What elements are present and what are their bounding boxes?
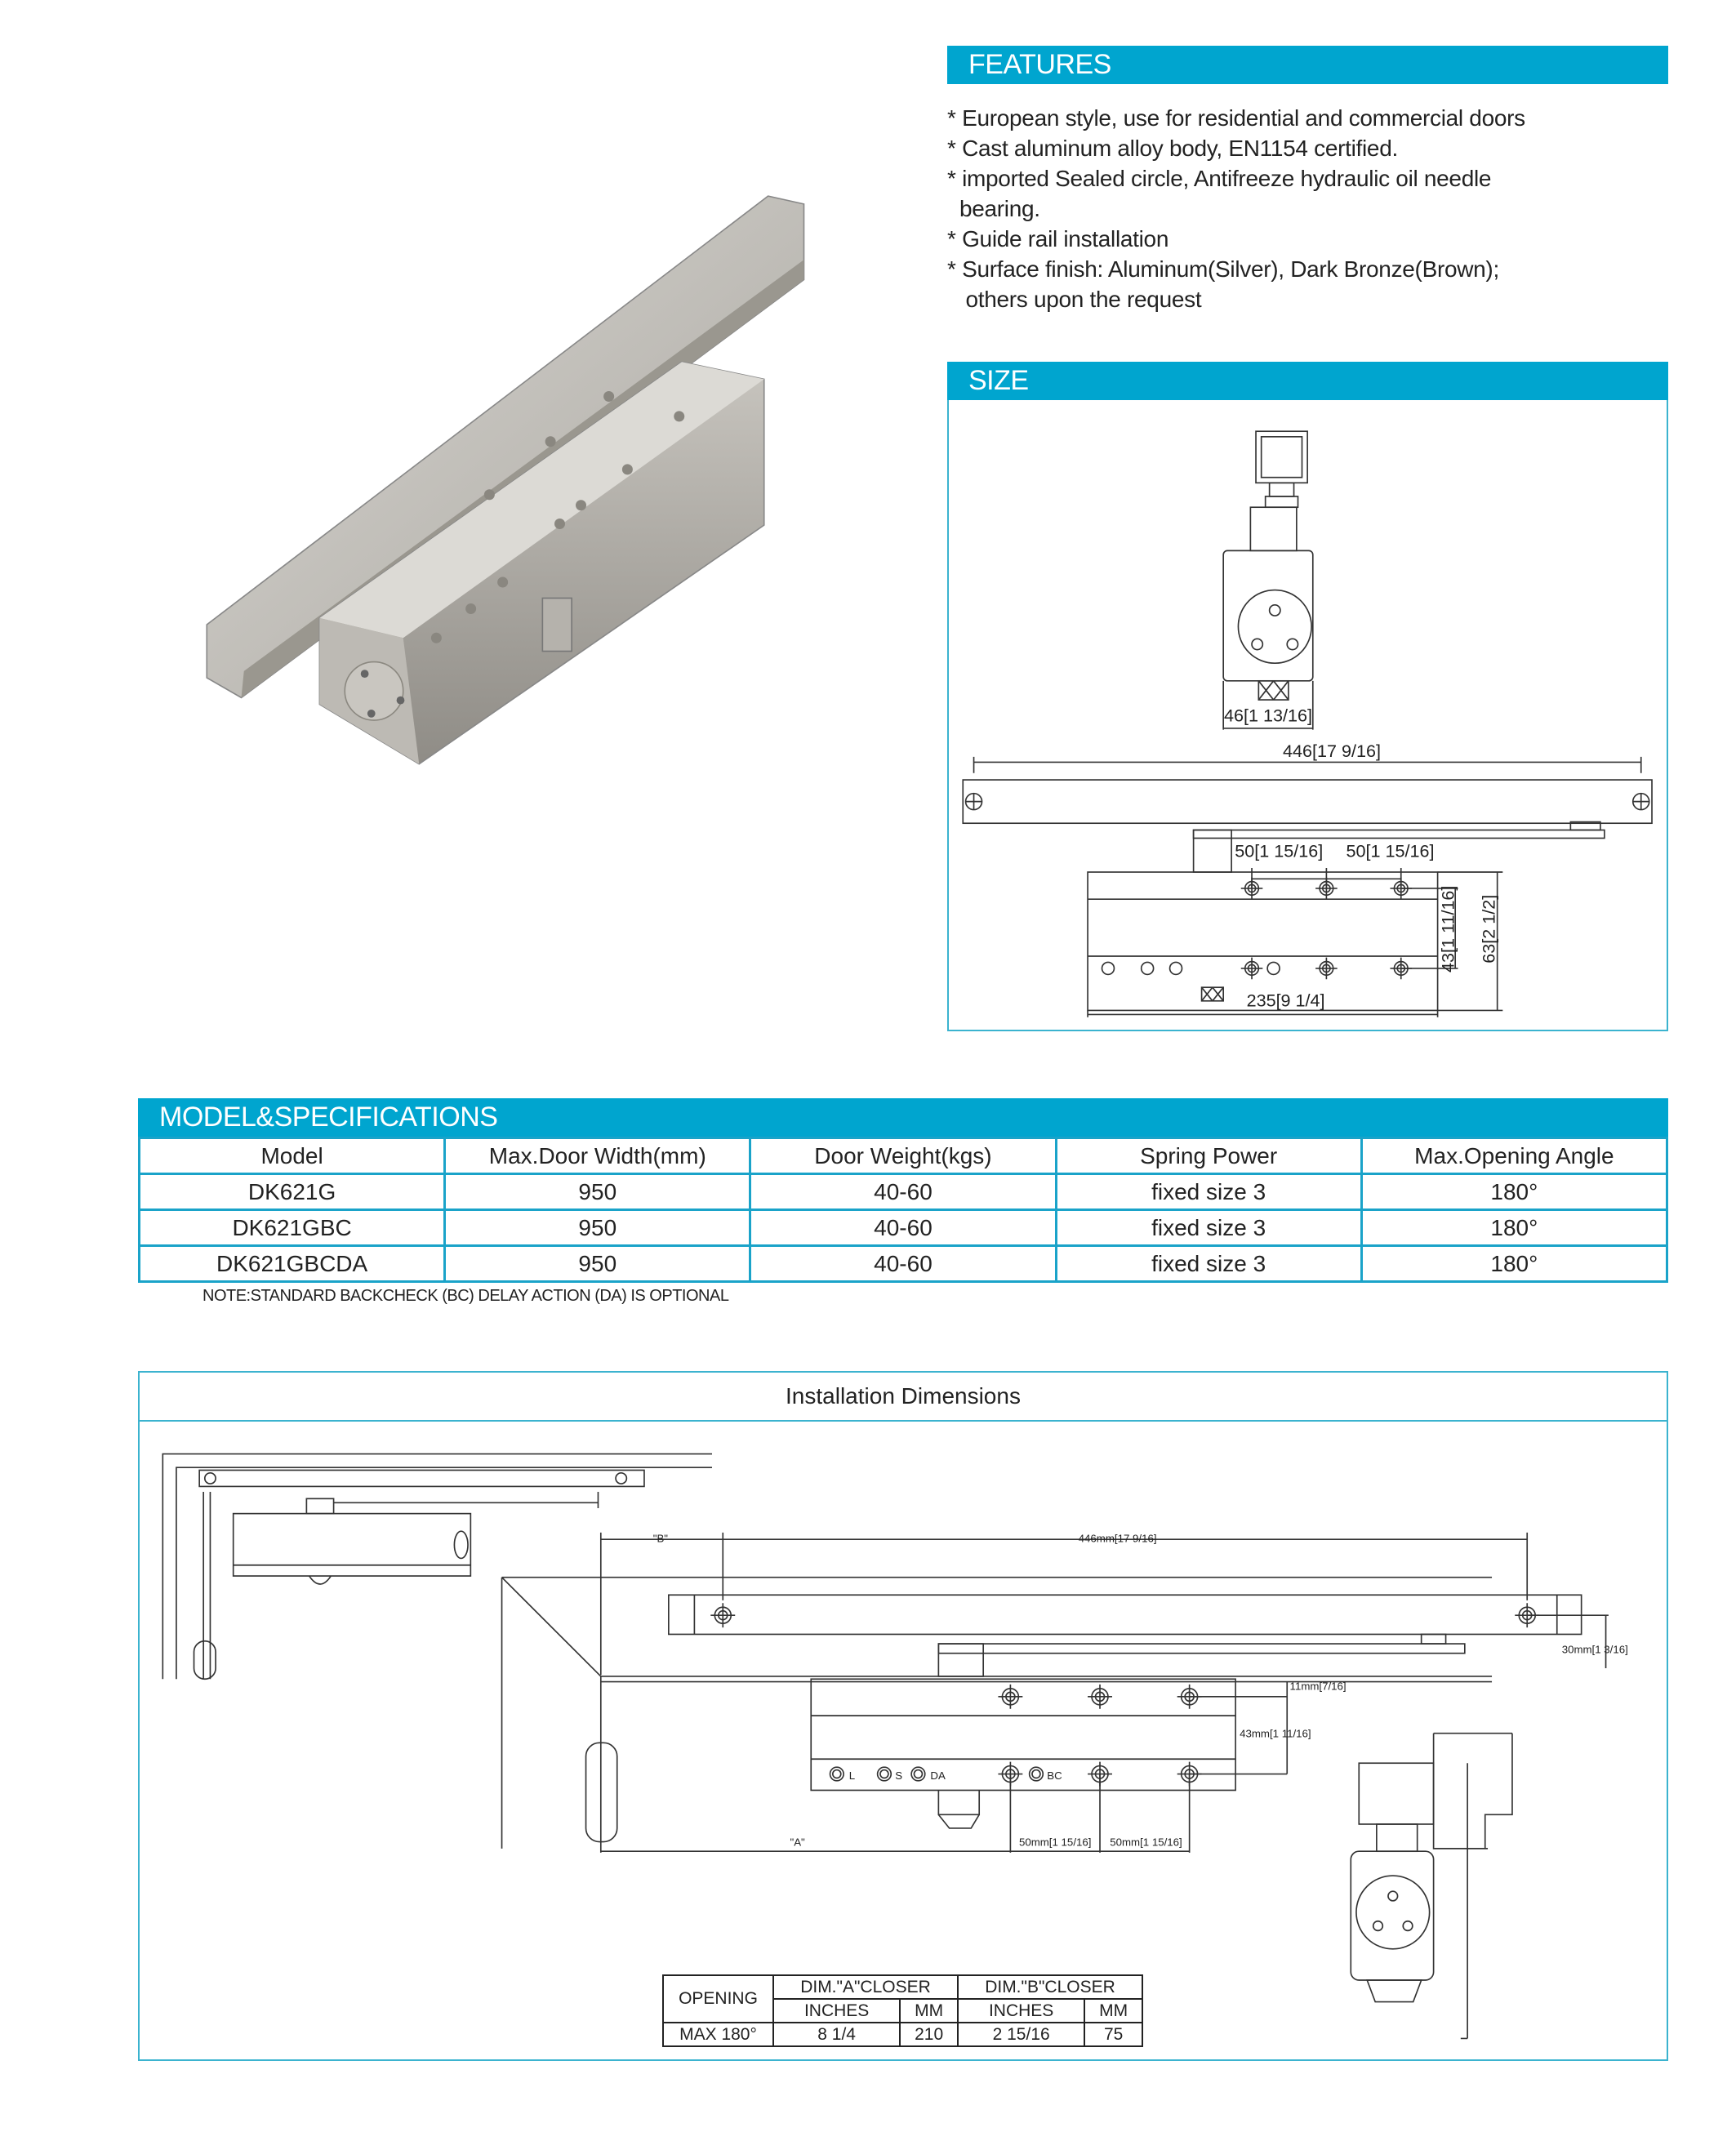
table-row — [663, 2023, 1142, 2046]
th-opening: OPENING — [663, 1975, 773, 2023]
dim-rail: 446[17 9/16] — [1283, 740, 1382, 761]
table-row — [140, 1210, 1667, 1246]
cell: fixed size 3 — [1056, 1210, 1361, 1246]
feature-item: * imported Sealed circle, Antifreeze hydraulic oil needle — [947, 166, 1492, 191]
th-inches-b: INCHES — [958, 1999, 1084, 2023]
installation-panel — [138, 1371, 1668, 2061]
th-mm-b: MM — [1084, 1999, 1142, 2023]
cell: 40-60 — [750, 1210, 1056, 1246]
dim-width: 46[1 13/16] — [1223, 705, 1312, 726]
dim-hole2: 50[1 15/16] — [1346, 840, 1435, 861]
feature-item: * European style, use for residential and commercial doors — [947, 105, 1525, 131]
col-angle: Max.Opening Angle — [1361, 1138, 1667, 1174]
label-bc: BC — [1047, 1769, 1062, 1783]
dim-hole1: 50[1 15/16] — [1235, 840, 1324, 861]
col-model: Model — [140, 1138, 445, 1174]
cell: 210 — [900, 2023, 958, 2046]
label-da: DA — [930, 1769, 946, 1783]
th-dim-b: DIM."B"CLOSER — [958, 1975, 1142, 1999]
cell: 8 1/4 — [773, 2023, 900, 2046]
feature-item: others upon the request — [947, 287, 1202, 312]
cell: 75 — [1084, 2023, 1142, 2046]
cell: 180° — [1361, 1210, 1667, 1246]
th-dim-a: DIM."A"CLOSER — [773, 1975, 958, 1999]
col-weight: Door Weight(kgs) — [750, 1138, 1056, 1174]
cell: fixed size 3 — [1056, 1174, 1361, 1210]
cell: 2 15/16 — [958, 2023, 1084, 2046]
col-spring: Spring Power — [1056, 1138, 1361, 1174]
table-row — [140, 1246, 1667, 1282]
cell: MAX 180° — [663, 2023, 773, 2046]
cell: fixed size 3 — [1056, 1246, 1361, 1282]
dim-h43: 43[1 11/16] — [1437, 885, 1458, 973]
feature-item: bearing. — [947, 196, 1040, 221]
dimension-table — [662, 1974, 1143, 2047]
cell: 950 — [445, 1210, 750, 1246]
size-header: SIZE — [947, 362, 1668, 400]
feature-item: * Surface finish: Aluminum(Silver), Dark Bronze(Brown); — [947, 256, 1499, 282]
cell: DK621GBC — [140, 1210, 445, 1246]
col-width: Max.Door Width(mm) — [445, 1138, 750, 1174]
cell: DK621GBCDA — [140, 1246, 445, 1282]
dim-s2: 50mm[1 15/16] — [1110, 1836, 1182, 1849]
th-inches-a: INCHES — [773, 1999, 900, 2023]
label-l: L — [848, 1769, 856, 1783]
dim-body: 235[9 1/4] — [1246, 990, 1325, 1011]
installation-title: Installation Dimensions — [138, 1371, 1668, 1422]
dim-s1: 50mm[1 15/16] — [1018, 1836, 1092, 1849]
cell: 950 — [445, 1246, 750, 1282]
dim-a: "A" — [790, 1836, 805, 1849]
dim-h43-install: 43mm[1 11/16] — [1240, 1727, 1311, 1740]
table-header-row — [140, 1138, 1667, 1174]
specs-note: NOTE:STANDARD BACKCHECK (BC) DELAY ACTION (DA) IS OPTIONAL — [203, 1287, 729, 1305]
dim-b: "B" — [652, 1532, 669, 1545]
cell: 40-60 — [750, 1174, 1056, 1210]
dim-h63: 63[2 1/2] — [1478, 894, 1499, 964]
th-mm-a: MM — [900, 1999, 958, 2023]
cell: 950 — [445, 1174, 750, 1210]
features-header: FEATURES — [947, 46, 1668, 84]
feature-item: * Guide rail installation — [947, 226, 1169, 251]
dim-h30: 30mm[1 3/16] — [1561, 1643, 1628, 1656]
specs-header: MODEL&SPECIFICATIONS — [138, 1098, 1668, 1137]
label-s: S — [895, 1769, 903, 1783]
cell: 180° — [1361, 1246, 1667, 1282]
table-row — [140, 1174, 1667, 1210]
cell: 40-60 — [750, 1246, 1056, 1282]
dim-h11: 11mm[7/16] — [1289, 1680, 1347, 1693]
cell: 180° — [1361, 1174, 1667, 1210]
cell: DK621G — [140, 1174, 445, 1210]
feature-item: * Cast aluminum alloy body, EN1154 certified. — [947, 136, 1398, 161]
specs-table — [138, 1137, 1668, 1283]
dim-install-rail: 446mm[17 9/16] — [1078, 1532, 1157, 1545]
